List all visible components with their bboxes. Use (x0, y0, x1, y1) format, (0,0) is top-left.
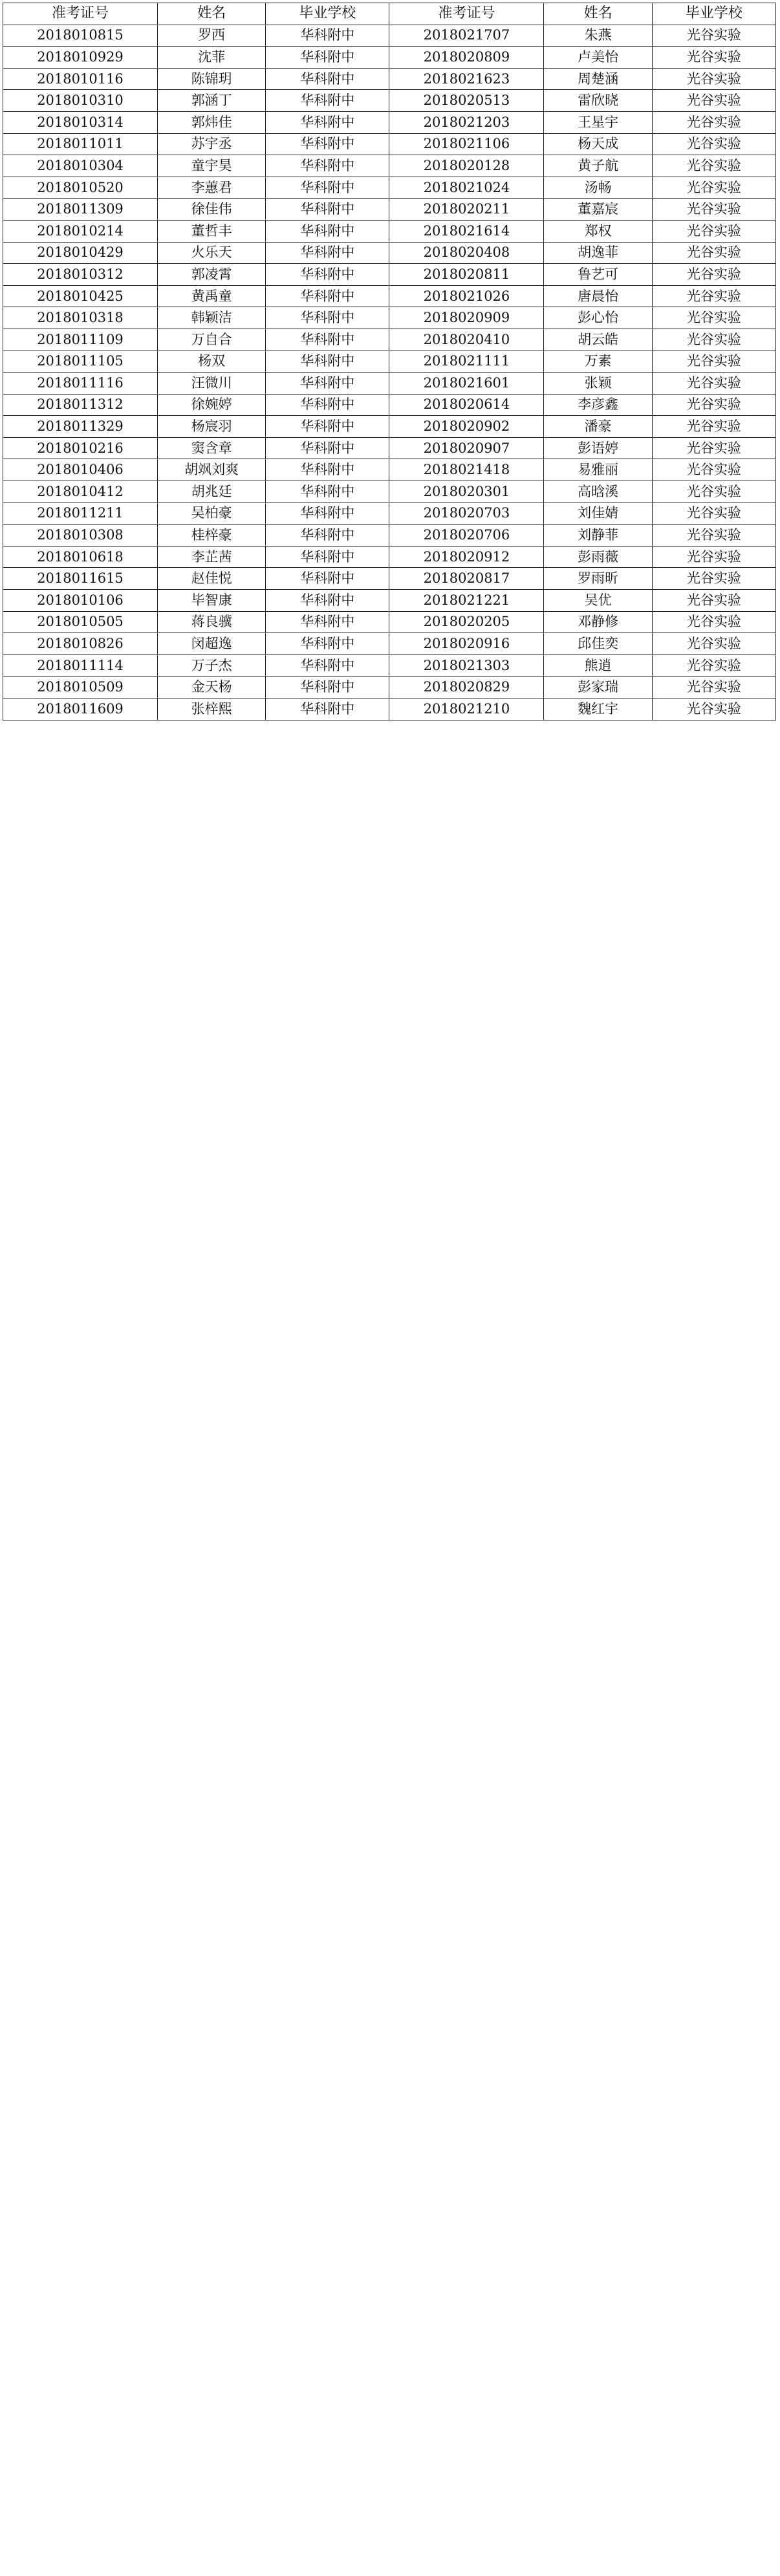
name-cell: 李彦鑫 (544, 394, 652, 416)
exam-id-cell: 2018020205 (389, 611, 544, 633)
exam-id-cell: 2018010618 (3, 546, 158, 568)
school-cell: 光谷实验 (652, 481, 775, 503)
table-row (3, 459, 776, 481)
school-cell: 华科附中 (266, 676, 389, 698)
exam-id-cell: 2018021601 (389, 373, 544, 395)
school-cell: 光谷实验 (652, 155, 775, 177)
school-cell: 华科附中 (266, 373, 389, 395)
exam-id-cell: 2018011309 (3, 199, 158, 221)
school-cell: 华科附中 (266, 47, 389, 69)
school-cell: 光谷实验 (652, 264, 775, 286)
school-cell: 华科附中 (266, 459, 389, 481)
table-row (3, 611, 776, 633)
exam-id-cell: 2018020614 (389, 394, 544, 416)
table-row (3, 437, 776, 459)
exam-id-cell: 2018010106 (3, 590, 158, 612)
exam-id-cell: 2018020811 (389, 264, 544, 286)
school-cell: 光谷实验 (652, 242, 775, 264)
exam-id-cell: 2018021203 (389, 111, 544, 133)
name-cell: 金天杨 (158, 676, 266, 698)
name-cell: 黄禹童 (158, 285, 266, 307)
exam-id-cell: 2018020128 (389, 155, 544, 177)
school-cell: 光谷实验 (652, 351, 775, 373)
exam-id-cell: 2018010308 (3, 525, 158, 547)
school-cell: 光谷实验 (652, 394, 775, 416)
table-row (3, 416, 776, 438)
school-cell: 华科附中 (266, 633, 389, 655)
table-row (3, 133, 776, 155)
name-cell: 黄子航 (544, 155, 652, 177)
exam-id-cell: 2018021111 (389, 351, 544, 373)
school-cell: 光谷实验 (652, 459, 775, 481)
school-cell: 光谷实验 (652, 633, 775, 655)
header-exam-id: 准考证号 (389, 3, 544, 25)
exam-id-cell: 2018020410 (389, 329, 544, 351)
name-cell: 火乐天 (158, 242, 266, 264)
name-cell: 徐婉婷 (158, 394, 266, 416)
exam-id-cell: 2018020703 (389, 503, 544, 525)
exam-id-cell: 2018010314 (3, 111, 158, 133)
header-school: 毕业学校 (266, 3, 389, 25)
name-cell: 沈菲 (158, 47, 266, 69)
exam-id-cell: 2018010429 (3, 242, 158, 264)
exam-id-cell: 2018011114 (3, 655, 158, 676)
name-cell: 闵超逸 (158, 633, 266, 655)
school-cell: 光谷实验 (652, 503, 775, 525)
name-cell: 邓静修 (544, 611, 652, 633)
name-cell: 徐佳伟 (158, 199, 266, 221)
table-row (3, 25, 776, 47)
name-cell: 胡兆廷 (158, 481, 266, 503)
roster-table (3, 3, 776, 720)
header-school: 毕业学校 (652, 3, 775, 25)
exam-id-cell: 2018010406 (3, 459, 158, 481)
name-cell: 窦含章 (158, 437, 266, 459)
table-row (3, 655, 776, 676)
name-cell: 童宇昊 (158, 155, 266, 177)
school-cell: 华科附中 (266, 546, 389, 568)
name-cell: 刘静菲 (544, 525, 652, 547)
name-cell: 吴柏豪 (158, 503, 266, 525)
name-cell: 彭语婷 (544, 437, 652, 459)
school-cell: 光谷实验 (652, 47, 775, 69)
table-row (3, 525, 776, 547)
school-cell: 华科附中 (266, 329, 389, 351)
school-cell: 华科附中 (266, 25, 389, 47)
name-cell: 罗雨昕 (544, 568, 652, 590)
name-cell: 张梓熙 (158, 698, 266, 720)
exam-id-cell: 2018020809 (389, 47, 544, 69)
name-cell: 苏宇丞 (158, 133, 266, 155)
exam-id-cell: 2018010815 (3, 25, 158, 47)
name-cell: 胡云皓 (544, 329, 652, 351)
exam-id-cell: 2018020829 (389, 676, 544, 698)
table-row (3, 698, 776, 720)
school-cell: 华科附中 (266, 285, 389, 307)
school-cell: 华科附中 (266, 264, 389, 286)
school-cell: 光谷实验 (652, 698, 775, 720)
exam-id-cell: 2018021614 (389, 220, 544, 242)
school-cell: 光谷实验 (652, 177, 775, 199)
school-cell: 华科附中 (266, 220, 389, 242)
exam-id-cell: 2018021303 (389, 655, 544, 676)
name-cell: 胡飒刘爽 (158, 459, 266, 481)
school-cell: 光谷实验 (652, 437, 775, 459)
name-cell: 蒋良骥 (158, 611, 266, 633)
exam-id-cell: 2018020817 (389, 568, 544, 590)
exam-id-cell: 2018010312 (3, 264, 158, 286)
school-cell: 华科附中 (266, 199, 389, 221)
table-row (3, 177, 776, 199)
name-cell: 万自合 (158, 329, 266, 351)
exam-id-cell: 2018011312 (3, 394, 158, 416)
name-cell: 汤畅 (544, 177, 652, 199)
table-row (3, 676, 776, 698)
school-cell: 光谷实验 (652, 199, 775, 221)
exam-id-cell: 2018011011 (3, 133, 158, 155)
exam-id-cell: 2018021707 (389, 25, 544, 47)
school-cell: 光谷实验 (652, 373, 775, 395)
name-cell: 桂梓豪 (158, 525, 266, 547)
table-row (3, 307, 776, 329)
name-cell: 汪微川 (158, 373, 266, 395)
school-cell: 光谷实验 (652, 25, 775, 47)
name-cell: 罗西 (158, 25, 266, 47)
name-cell: 李蕙君 (158, 177, 266, 199)
school-cell: 光谷实验 (652, 525, 775, 547)
name-cell: 周楚涵 (544, 68, 652, 90)
school-cell: 光谷实验 (652, 111, 775, 133)
table-row (3, 351, 776, 373)
table-row (3, 47, 776, 69)
exam-id-cell: 2018020912 (389, 546, 544, 568)
name-cell: 潘豪 (544, 416, 652, 438)
school-cell: 华科附中 (266, 698, 389, 720)
exam-id-cell: 2018010826 (3, 633, 158, 655)
name-cell: 毕智康 (158, 590, 266, 612)
table-row (3, 242, 776, 264)
school-cell: 光谷实验 (652, 611, 775, 633)
table-row (3, 111, 776, 133)
exam-id-cell: 2018021210 (389, 698, 544, 720)
school-cell: 华科附中 (266, 568, 389, 590)
exam-id-cell: 2018021026 (389, 285, 544, 307)
name-cell: 朱燕 (544, 25, 652, 47)
exam-id-cell: 2018021024 (389, 177, 544, 199)
name-cell: 董嘉宸 (544, 199, 652, 221)
table-row (3, 68, 776, 90)
exam-id-cell: 2018010116 (3, 68, 158, 90)
exam-id-cell: 2018020706 (389, 525, 544, 547)
table-row (3, 633, 776, 655)
name-cell: 陈锦玥 (158, 68, 266, 90)
exam-id-cell: 2018011116 (3, 373, 158, 395)
table-row (3, 264, 776, 286)
school-cell: 光谷实验 (652, 220, 775, 242)
school-cell: 华科附中 (266, 655, 389, 676)
exam-id-cell: 2018021106 (389, 133, 544, 155)
school-cell: 华科附中 (266, 177, 389, 199)
exam-id-cell: 2018010304 (3, 155, 158, 177)
table-row (3, 590, 776, 612)
school-cell: 华科附中 (266, 416, 389, 438)
table-row (3, 90, 776, 112)
exam-id-cell: 2018020301 (389, 481, 544, 503)
name-cell: 万子杰 (158, 655, 266, 676)
name-cell: 鲁艺可 (544, 264, 652, 286)
exam-id-cell: 2018011609 (3, 698, 158, 720)
school-cell: 华科附中 (266, 307, 389, 329)
exam-id-cell: 2018011109 (3, 329, 158, 351)
name-cell: 吴优 (544, 590, 652, 612)
exam-id-cell: 2018020211 (389, 199, 544, 221)
name-cell: 唐晨怡 (544, 285, 652, 307)
exam-id-cell: 2018010318 (3, 307, 158, 329)
exam-id-cell: 2018020916 (389, 633, 544, 655)
table-row (3, 329, 776, 351)
exam-id-cell: 2018011329 (3, 416, 158, 438)
name-cell: 熊逍 (544, 655, 652, 676)
name-cell: 郑权 (544, 220, 652, 242)
name-cell: 赵佳悦 (158, 568, 266, 590)
exam-id-cell: 2018011615 (3, 568, 158, 590)
table-row (3, 568, 776, 590)
exam-id-cell: 2018010425 (3, 285, 158, 307)
school-cell: 光谷实验 (652, 90, 775, 112)
header-name: 姓名 (158, 3, 266, 25)
school-cell: 华科附中 (266, 481, 389, 503)
school-cell: 华科附中 (266, 351, 389, 373)
name-cell: 杨双 (158, 351, 266, 373)
exam-id-cell: 2018010310 (3, 90, 158, 112)
table-row (3, 220, 776, 242)
exam-id-cell: 2018010216 (3, 437, 158, 459)
school-cell: 光谷实验 (652, 133, 775, 155)
exam-id-cell: 2018020909 (389, 307, 544, 329)
school-cell: 光谷实验 (652, 546, 775, 568)
table-row (3, 503, 776, 525)
school-cell: 华科附中 (266, 155, 389, 177)
name-cell: 王星宇 (544, 111, 652, 133)
school-cell: 光谷实验 (652, 285, 775, 307)
table-row (3, 199, 776, 221)
name-cell: 雷欣晓 (544, 90, 652, 112)
name-cell: 杨宸羽 (158, 416, 266, 438)
header-name: 姓名 (544, 3, 652, 25)
exam-id-cell: 2018010412 (3, 481, 158, 503)
exam-id-cell: 2018020408 (389, 242, 544, 264)
school-cell: 华科附中 (266, 437, 389, 459)
school-cell: 华科附中 (266, 133, 389, 155)
school-cell: 华科附中 (266, 525, 389, 547)
exam-id-cell: 2018021221 (389, 590, 544, 612)
exam-id-cell: 2018010214 (3, 220, 158, 242)
exam-id-cell: 2018021418 (389, 459, 544, 481)
name-cell: 高晗溪 (544, 481, 652, 503)
school-cell: 光谷实验 (652, 416, 775, 438)
name-cell: 董哲丰 (158, 220, 266, 242)
name-cell: 李芷茜 (158, 546, 266, 568)
school-cell: 华科附中 (266, 68, 389, 90)
school-cell: 华科附中 (266, 503, 389, 525)
school-cell: 华科附中 (266, 111, 389, 133)
table-row (3, 481, 776, 503)
table-row (3, 285, 776, 307)
name-cell: 彭心怡 (544, 307, 652, 329)
name-cell: 郭涵丁 (158, 90, 266, 112)
name-cell: 郭炜佳 (158, 111, 266, 133)
table-row (3, 373, 776, 395)
name-cell: 万素 (544, 351, 652, 373)
exam-id-cell: 2018010520 (3, 177, 158, 199)
table-row (3, 546, 776, 568)
school-cell: 光谷实验 (652, 655, 775, 676)
name-cell: 彭家瑞 (544, 676, 652, 698)
header-row (3, 3, 776, 25)
school-cell: 光谷实验 (652, 568, 775, 590)
name-cell: 郭凌霄 (158, 264, 266, 286)
table-row (3, 155, 776, 177)
exam-id-cell: 2018010509 (3, 676, 158, 698)
school-cell: 光谷实验 (652, 590, 775, 612)
table-row (3, 394, 776, 416)
roster-body (3, 25, 776, 720)
name-cell: 易雅丽 (544, 459, 652, 481)
name-cell: 邱佳奕 (544, 633, 652, 655)
name-cell: 魏红宇 (544, 698, 652, 720)
exam-id-cell: 2018010929 (3, 47, 158, 69)
school-cell: 华科附中 (266, 90, 389, 112)
exam-id-cell: 2018020902 (389, 416, 544, 438)
school-cell: 华科附中 (266, 394, 389, 416)
header-exam-id: 准考证号 (3, 3, 158, 25)
school-cell: 光谷实验 (652, 307, 775, 329)
exam-id-cell: 2018011105 (3, 351, 158, 373)
name-cell: 张颖 (544, 373, 652, 395)
exam-id-cell: 2018020513 (389, 90, 544, 112)
exam-id-cell: 2018011211 (3, 503, 158, 525)
school-cell: 华科附中 (266, 242, 389, 264)
name-cell: 彭雨薇 (544, 546, 652, 568)
name-cell: 韩颖洁 (158, 307, 266, 329)
school-cell: 光谷实验 (652, 676, 775, 698)
name-cell: 胡逸菲 (544, 242, 652, 264)
school-cell: 华科附中 (266, 611, 389, 633)
name-cell: 杨天成 (544, 133, 652, 155)
school-cell: 华科附中 (266, 590, 389, 612)
school-cell: 光谷实验 (652, 68, 775, 90)
exam-id-cell: 2018010505 (3, 611, 158, 633)
exam-id-cell: 2018020907 (389, 437, 544, 459)
name-cell: 刘佳婧 (544, 503, 652, 525)
school-cell: 光谷实验 (652, 329, 775, 351)
name-cell: 卢美怡 (544, 47, 652, 69)
exam-id-cell: 2018021623 (389, 68, 544, 90)
